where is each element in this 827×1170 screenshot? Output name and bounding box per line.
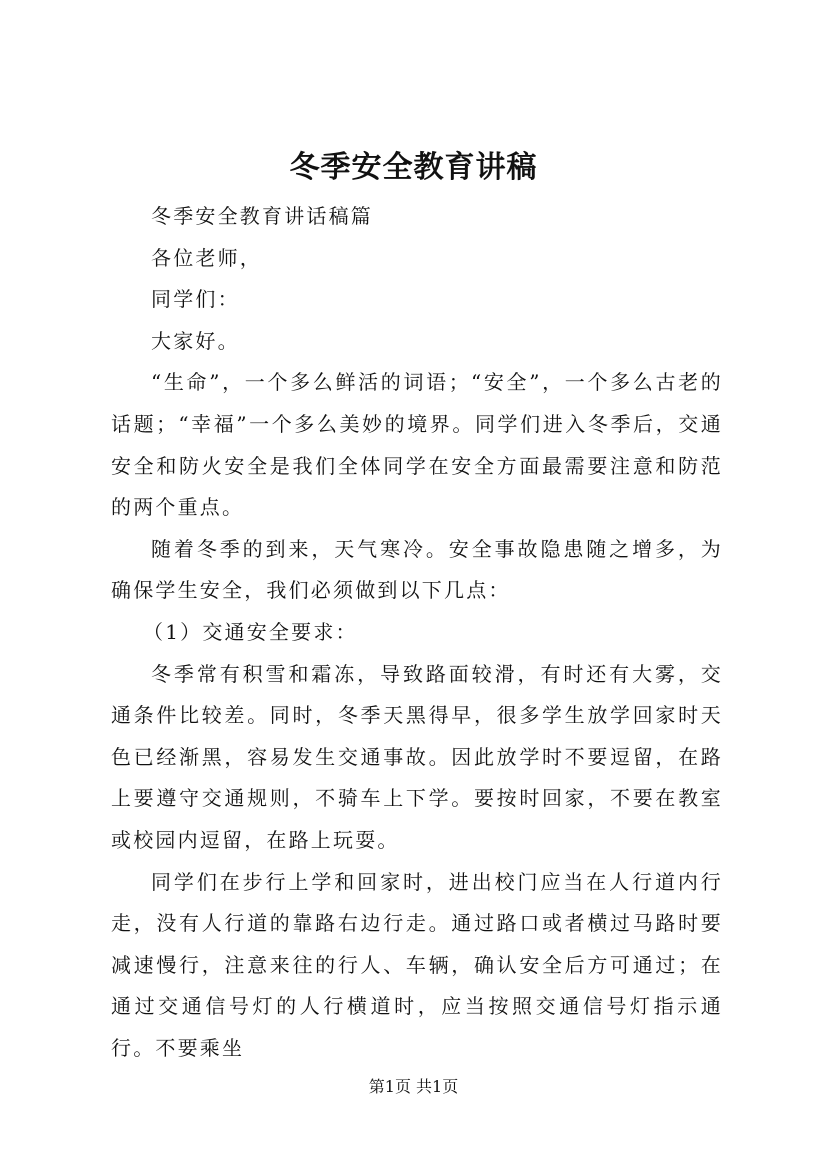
paragraph-subtitle: 冬季安全教育讲话稿篇 <box>151 204 373 228</box>
paragraph-traffic-heading: （1）交通安全要求： <box>143 619 358 644</box>
paragraph-winter-safety: 随着冬季的到来，天气寒冷。安全事故隐患随之增多，为确保学生安全，我们必须做到以下几点： <box>111 536 723 603</box>
document-title: 冬季安全教育讲稿 <box>289 150 538 185</box>
paragraph-hello: 大家好。 <box>151 328 240 353</box>
paragraph-greeting-students: 同学们： <box>151 287 240 312</box>
page-footer: 第1页 共1页 <box>368 1077 459 1096</box>
paragraph-intro: “生命”，一个多么鲜活的词语；“安全”，一个多么古老的话题；“幸福”一个多么美妙的境界。同学们进入冬季后，交通安全和防火安全是我们全体同学在安全方面最需要注意和防范的两个重点。 <box>111 370 723 520</box>
paragraph-walking-rules: 同学们在步行上学和回家时，进出校门应当在人行道内行走，没有人行道的靠路右边行走。通过路口或者横过马路时要减速慢行，注意来往的行人、车辆，确认安全后方可通过；在通过交通信号灯的人行横道时，应当按照交通信号灯指示通行。不要乘坐 <box>111 869 723 1060</box>
paragraph-traffic-conditions: 冬季常有积雪和霜冻，导致路面较滑，有时还有大雾，交通条件比较差。同时，冬季天黑得早，很多学生放学回家时天色已经渐黑，容易发生交通事故。因此放学时不要逗留，在路上要遵守交通规则，不骑车上下学。要按时回家，不要在教室或校园内逗留，在路上玩耍。 <box>111 661 723 852</box>
document-body <box>111 196 723 1069</box>
paragraph-greeting-teachers: 各位老师， <box>151 245 262 270</box>
